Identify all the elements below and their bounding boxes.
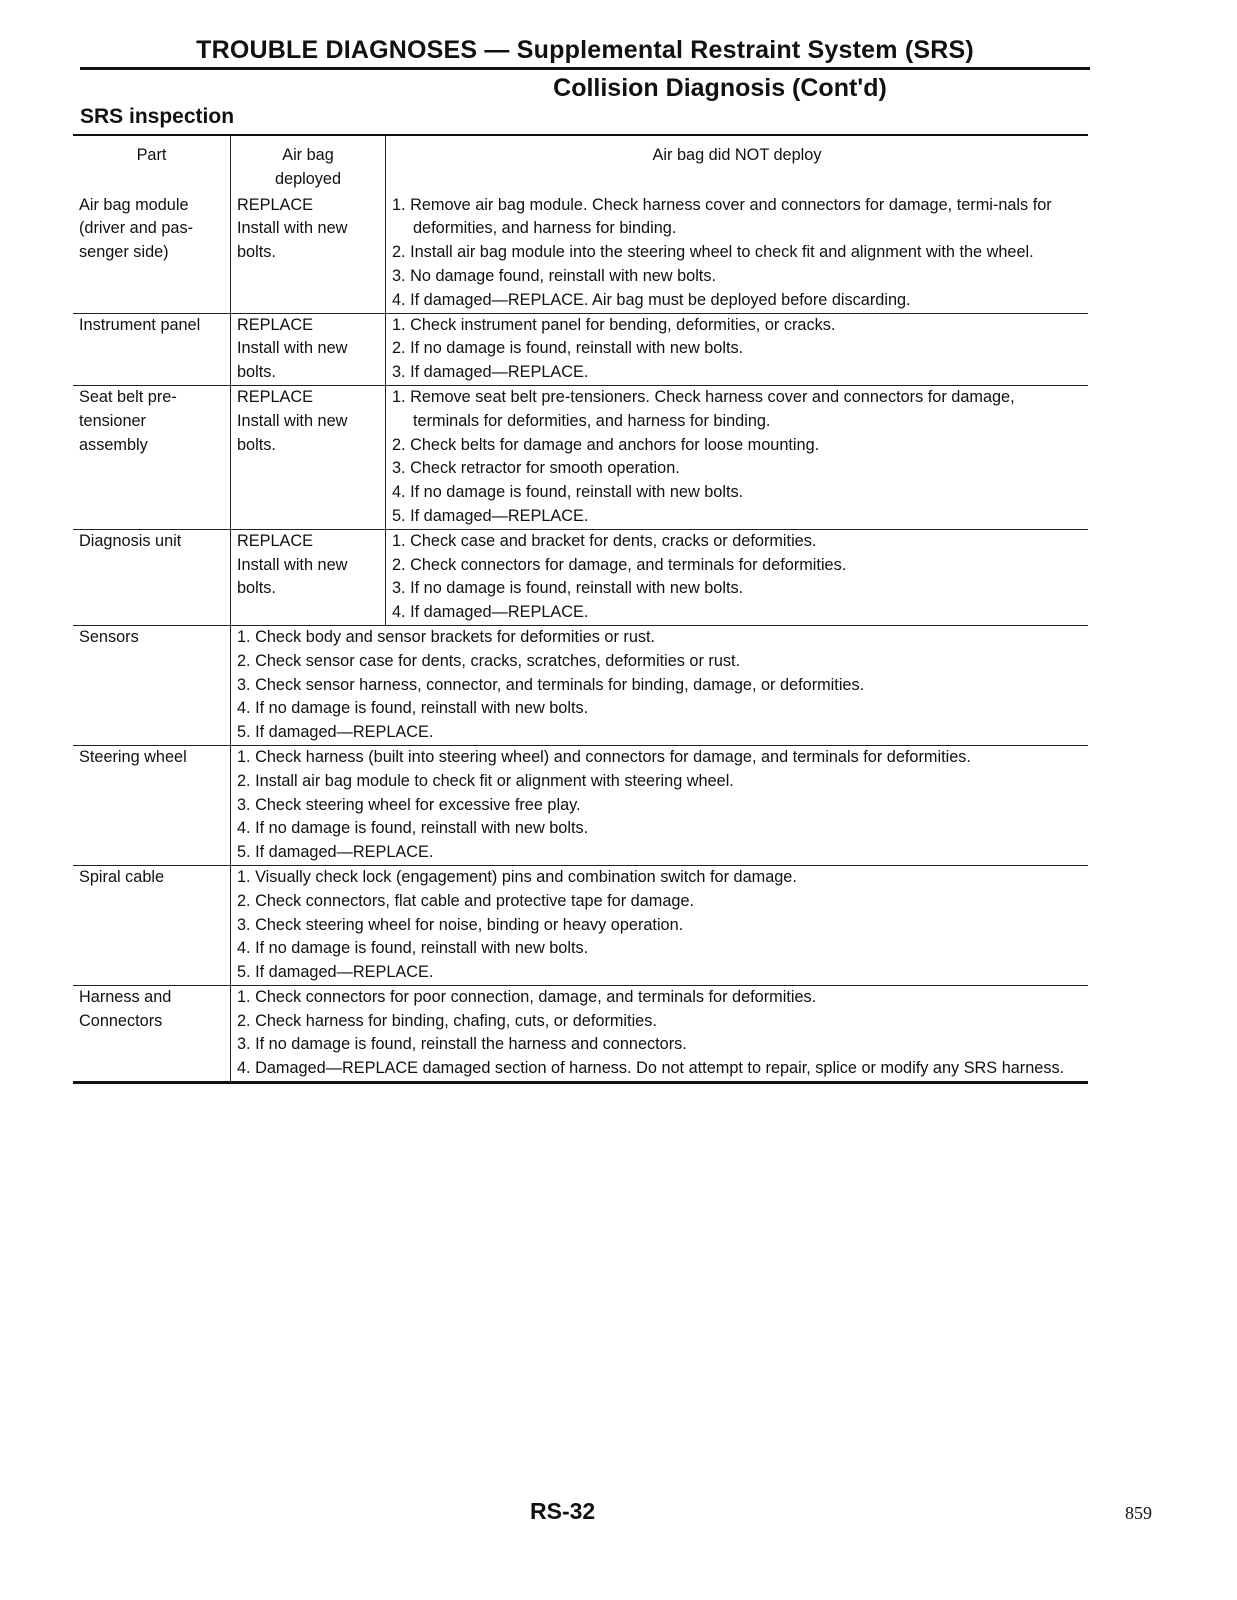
step-item: 1. Check connectors for poor connection, damage, and terminals for deformities. (237, 987, 817, 1006)
part-cell: Diagnosis unit (73, 529, 231, 625)
not-deployed-cell (386, 529, 1089, 625)
step-item: 3. No damage found, reinstall with new bolts. (392, 266, 716, 285)
step-item: 5. If damaged—REPLACE. (237, 843, 434, 862)
step-item: 4. If no damage is found, reinstall with new bolts. (237, 699, 589, 718)
not-deployed-cell (231, 625, 1089, 745)
steps-list (392, 530, 1082, 625)
step-item: 1. Check case and bracket for dents, cracks or deformities. (392, 531, 817, 550)
not-deployed-cell (386, 194, 1089, 313)
step-item: 3. Check steering wheel for excessive free play. (237, 795, 581, 814)
step-item: 3. Check sensor harness, connector, and terminals for binding, damage, or deformities. (237, 675, 865, 694)
part-cell: Seat belt pre- tensioner assembly (73, 385, 231, 529)
deployed-cell: REPLACE Install with new bolts. (231, 529, 386, 625)
steps-list (237, 866, 1082, 985)
step-item: 1. Remove seat belt pre-tensioners. Check harness cover and connectors for damage, terminals for deformities, and harness for binding. (392, 387, 1015, 430)
srs-inspection-table (73, 134, 1088, 1084)
table-row (73, 865, 1088, 985)
part-cell: Harness and Connectors (73, 985, 231, 1082)
step-item: 2. Install air bag module to check fit or alignment with steering wheel. (237, 771, 734, 790)
step-item: 3. Check steering wheel for noise, binding or heavy operation. (237, 915, 684, 934)
step-item: 4. If damaged—REPLACE. Air bag must be deployed before discarding. (392, 290, 911, 309)
step-item: 1. Check instrument panel for bending, deformities, or cracks. (392, 315, 836, 334)
step-item: 2. Check connectors, flat cable and protective tape for damage. (237, 891, 695, 910)
table-row (73, 985, 1088, 1082)
part-cell: Spiral cable (73, 865, 231, 985)
step-item: 2. Check sensor case for dents, cracks, scratches, deformities or rust. (237, 651, 741, 670)
step-item: 4. Damaged—REPLACE damaged section of harness. Do not attempt to repair, splice or modify any SRS harness. (237, 1059, 1065, 1078)
not-deployed-cell (386, 385, 1089, 529)
step-item: 4. If no damage is found, reinstall with new bolts. (392, 483, 744, 502)
table-row (73, 385, 1088, 529)
step-item: 1. Check harness (built into steering wheel) and connectors for damage, and terminals for deformities. (237, 747, 971, 766)
table-row (73, 745, 1088, 865)
steps-list (237, 746, 1082, 865)
step-item: 4. If no damage is found, reinstall with new bolts. (237, 939, 589, 958)
step-item: 2. Install air bag module into the steering wheel to check fit and alignment with the wheel. (392, 243, 1034, 262)
step-item: 5. If damaged—REPLACE. (237, 963, 434, 982)
table-body (73, 194, 1088, 1083)
page-number: 859 (1125, 1503, 1152, 1523)
step-item: 5. If damaged—REPLACE. (237, 723, 434, 742)
header-part: Part (73, 135, 231, 194)
table-row (73, 625, 1088, 745)
part-cell: Sensors (73, 625, 231, 745)
step-item: 2. If no damage is found, reinstall with new bolts. (392, 339, 744, 358)
step-item: 1. Visually check lock (engagement) pins and combination switch for damage. (237, 867, 797, 886)
table-row (73, 529, 1088, 625)
page-subtitle: Collision Diagnosis (Cont'd) (553, 74, 887, 102)
not-deployed-cell (231, 745, 1089, 865)
step-item: 5. If damaged—REPLACE. (392, 506, 589, 525)
step-item: 3. If damaged—REPLACE. (392, 363, 589, 382)
table-row (73, 313, 1088, 385)
step-item: 1. Remove air bag module. Check harness cover and connectors for damage, termi-nals for deformities, and harness for binding. (392, 195, 1052, 238)
page-code: RS-32 (530, 1498, 596, 1524)
not-deployed-cell (231, 865, 1089, 985)
step-item: 4. If no damage is found, reinstall with new bolts. (237, 819, 589, 838)
steps-list (392, 194, 1082, 313)
step-item: 2. Check connectors for damage, and terminals for deformities. (392, 555, 847, 574)
steps-list (237, 986, 1082, 1081)
deployed-cell: REPLACE Install with new bolts. (231, 313, 386, 385)
table-row (73, 194, 1088, 313)
part-cell: Air bag module (driver and pas- senger side) (73, 194, 231, 313)
part-cell: Instrument panel (73, 313, 231, 385)
header-not-deployed: Air bag did NOT deploy (652, 146, 822, 164)
steps-list (237, 626, 1082, 745)
page-title: TROUBLE DIAGNOSES — Supplemental Restraint System (SRS) (80, 36, 1090, 70)
step-item: 3. If no damage is found, reinstall the harness and connectors. (237, 1035, 687, 1054)
step-item: 1. Check body and sensor brackets for deformities or rust. (237, 627, 656, 646)
section-heading: SRS inspection (80, 105, 235, 128)
step-item: 4. If damaged—REPLACE. (392, 603, 589, 622)
not-deployed-cell (231, 985, 1089, 1082)
step-item: 3. If no damage is found, reinstall with new bolts. (392, 579, 744, 598)
step-item: 2. Check belts for damage and anchors for loose mounting. (392, 435, 820, 454)
header-deployed: Air bag deployed (231, 135, 386, 194)
steps-list (392, 386, 1082, 529)
table-header-row (73, 135, 1088, 194)
steps-list (392, 314, 1082, 385)
step-item: 2. Check harness for binding, chafing, cuts, or deformities. (237, 1011, 657, 1030)
not-deployed-cell (386, 313, 1089, 385)
step-item: 3. Check retractor for smooth operation. (392, 459, 680, 478)
deployed-cell: REPLACE Install with new bolts. (231, 385, 386, 529)
deployed-cell: REPLACE Install with new bolts. (231, 194, 386, 313)
part-cell: Steering wheel (73, 745, 231, 865)
